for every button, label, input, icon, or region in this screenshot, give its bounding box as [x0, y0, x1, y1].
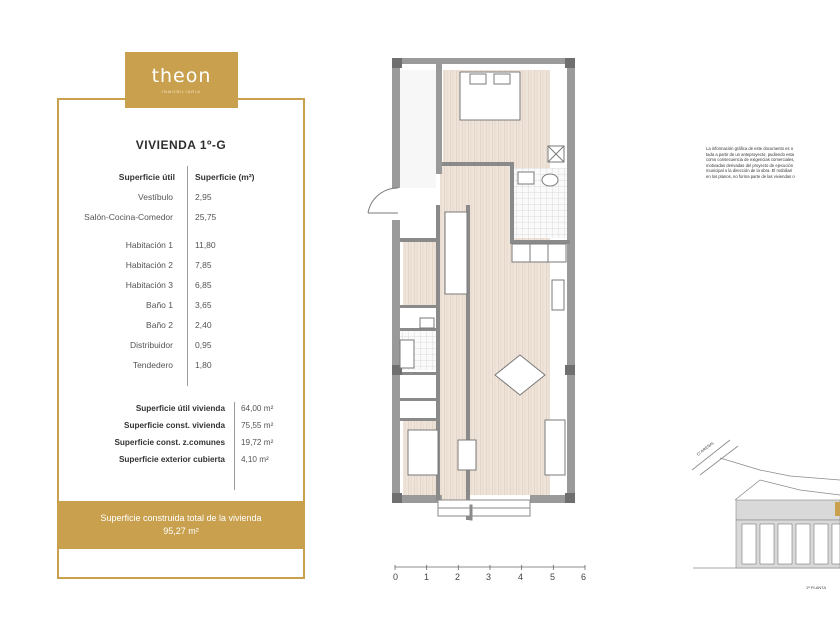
table-row: [59, 260, 303, 280]
column-header-room: Superficie útil: [118, 172, 175, 182]
column-header-area: Superficie (m²): [195, 172, 255, 182]
disclaimer-line: en los planos, no forma parte de las viviendas o: [706, 173, 795, 179]
room-name: Baño 1: [146, 300, 173, 310]
room-name: Vestíbulo: [138, 192, 173, 202]
summary-row: [59, 438, 303, 455]
table-row: [59, 240, 303, 260]
summary-value: 75,55 m²: [241, 421, 274, 430]
surface-summary: [59, 404, 303, 472]
room-area: 6,85: [195, 280, 212, 290]
table-row: [59, 280, 303, 300]
room-area: 2,40: [195, 320, 212, 330]
table-row: [59, 320, 303, 340]
scale-label: 6: [581, 572, 587, 582]
entry-door: [368, 188, 398, 213]
disclaimer-line: tada a partir de un anteproyecto, pudiendo esta: [706, 151, 795, 157]
table-row: [59, 340, 303, 360]
table-row: [59, 360, 303, 380]
scale-label: 0: [393, 572, 399, 582]
summary-value: 4,10 m²: [241, 455, 269, 464]
total-area-label: Superficie construida total de la vivienda: [100, 513, 262, 523]
room-area: 2,95: [195, 192, 212, 202]
brand-tagline: INMOBILIARIA: [162, 89, 201, 94]
table-row: [59, 300, 303, 320]
total-area-value: 95,27 m²: [163, 526, 199, 536]
brand-name: theon: [151, 65, 212, 87]
total-area-band: [59, 501, 303, 549]
terrace-floor: [398, 70, 436, 188]
unit-title: VIVIENDA 1º-G: [135, 138, 227, 152]
legal-disclaimer: [706, 146, 840, 180]
summary-row: [59, 404, 303, 421]
scale-label: 4: [518, 572, 524, 582]
summary-label: Superficie útil vivienda: [135, 404, 225, 413]
room-name: Habitación 2: [125, 260, 173, 270]
room-name: Baño 2: [146, 320, 173, 330]
room-area: 0,95: [195, 340, 212, 350]
disclaimer-line: La información gráfica de este documento es o: [706, 146, 794, 151]
summary-row: [59, 421, 303, 438]
room-name: Distribuidor: [130, 340, 173, 350]
brand-logo: [125, 52, 238, 108]
table-row: [59, 212, 303, 240]
street-label: C/ ARENAL: [695, 439, 716, 457]
room-area: 7,85: [195, 260, 212, 270]
floor-plan: [360, 50, 590, 525]
room-name: Salón-Cocina-Comedor: [84, 212, 173, 222]
room-area: 3,65: [195, 300, 212, 310]
floor-label: 1ª PLANTA: [806, 585, 827, 590]
table-row: [59, 192, 303, 212]
summary-row: [59, 455, 303, 472]
windows: [438, 500, 530, 520]
scale-label: 5: [550, 572, 556, 582]
summary-label: Superficie exterior cubierta: [118, 455, 225, 464]
scale-label: 3: [486, 572, 492, 582]
room-list: [59, 192, 303, 380]
summary-value: 19,72 m²: [241, 438, 274, 447]
room-area: 25,75: [195, 212, 217, 222]
disclaimer-line: municipal o la dirección de la obra. El mobiliari: [706, 168, 793, 174]
disclaimer-line: como consecuencia de exigencias comerciales,: [706, 157, 795, 163]
summary-value: 64,00 m²: [241, 404, 274, 413]
summary-label: Superficie const. vivienda: [123, 421, 225, 430]
key-plan: [688, 430, 840, 580]
summary-label: Superficie const. z.comunes: [114, 438, 225, 447]
unit-info-card: [57, 98, 305, 579]
scale-label: 2: [455, 572, 461, 582]
room-name: Tendedero: [132, 360, 173, 370]
room-name: Habitación 1: [125, 240, 173, 250]
scale-label: 1: [424, 572, 430, 582]
disclaimer-line: motivadas derivadas del proyecto de ejecución: [706, 162, 794, 168]
room-area: 1,80: [195, 360, 212, 370]
room-name: Habitación 3: [125, 280, 173, 290]
scale-bar: [388, 565, 593, 585]
room-area: 11,80: [195, 240, 216, 250]
